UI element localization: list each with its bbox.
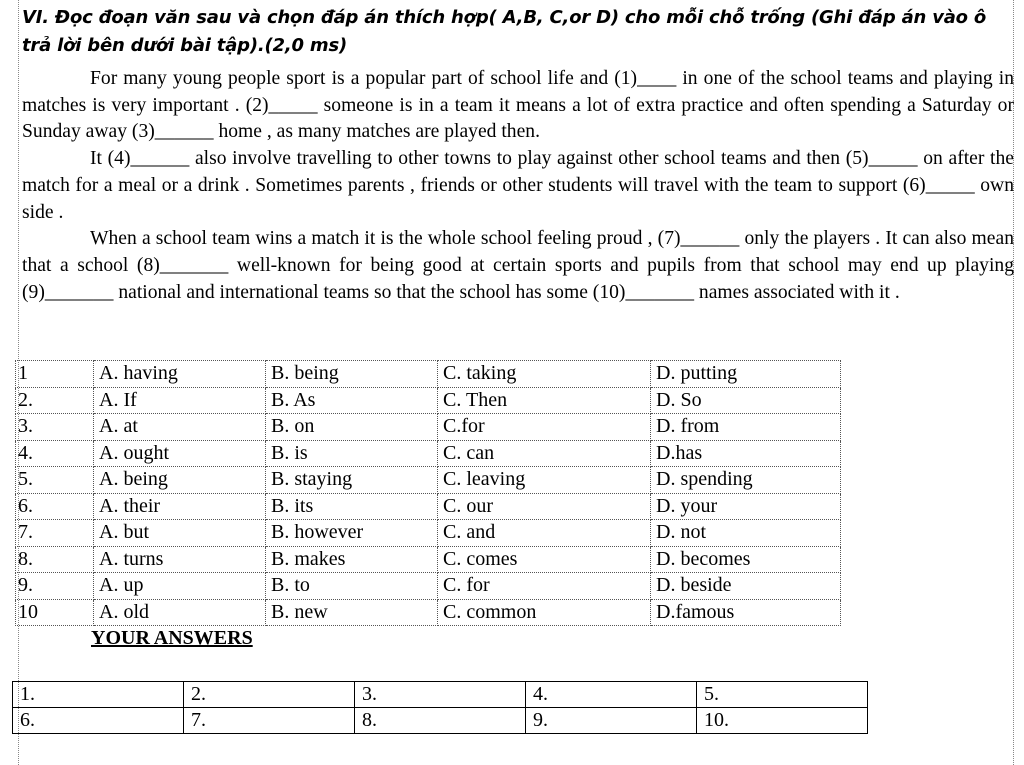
reading-passage bbox=[22, 66, 1014, 306]
option-d: D. spending bbox=[651, 467, 841, 494]
option-c: C. and bbox=[438, 520, 651, 547]
option-a: A. turns bbox=[94, 546, 266, 573]
option-c: C. taking bbox=[438, 361, 651, 388]
option-a: A. up bbox=[94, 573, 266, 600]
option-a: A. If bbox=[94, 387, 266, 414]
option-a: A. having bbox=[94, 361, 266, 388]
answer-cell[interactable]: 7. bbox=[184, 708, 355, 734]
option-row bbox=[16, 493, 841, 520]
option-c: C. leaving bbox=[438, 467, 651, 494]
option-b: B. makes bbox=[266, 546, 438, 573]
options-table bbox=[15, 360, 841, 626]
option-row bbox=[16, 573, 841, 600]
answer-cell[interactable]: 1. bbox=[13, 682, 184, 708]
option-b: B. to bbox=[266, 573, 438, 600]
answer-cell[interactable]: 3. bbox=[355, 682, 526, 708]
passage-paragraph-3: When a school team wins a match it is the whole school feeling proud , (7)______ only the players . It can also mean that a school (8)_______ well-known for being good at certain sports and pupils from that school may end up playing (9)_______ national and international teams so that the school has some (10)_______ names associated with it . bbox=[22, 228, 1014, 303]
option-a: A. their bbox=[94, 493, 266, 520]
option-row bbox=[16, 361, 841, 388]
option-a: A. old bbox=[94, 599, 266, 626]
answer-cell[interactable]: 6. bbox=[13, 708, 184, 734]
option-row bbox=[16, 387, 841, 414]
question-number: 7. bbox=[16, 520, 94, 547]
option-a: A. but bbox=[94, 520, 266, 547]
option-c: C. our bbox=[438, 493, 651, 520]
answers-table bbox=[12, 681, 868, 734]
answers-title: YOUR ANSWERS bbox=[91, 627, 253, 649]
option-b: B. being bbox=[266, 361, 438, 388]
answer-cell[interactable]: 5. bbox=[697, 682, 868, 708]
option-c: C. Then bbox=[438, 387, 651, 414]
option-d: D. So bbox=[651, 387, 841, 414]
option-d: D.famous bbox=[651, 599, 841, 626]
question-number: 1 bbox=[16, 361, 94, 388]
passage-paragraph-2: It (4)______ also involve travelling to other towns to play against other school teams and then (5)_____ on after the match for a meal or a drink . Sometimes parents , friends or other students will travel with the team to support (6)_____ own side . bbox=[22, 148, 1014, 223]
answer-cell[interactable]: 2. bbox=[184, 682, 355, 708]
option-d: D. putting bbox=[651, 361, 841, 388]
answer-cell[interactable]: 9. bbox=[526, 708, 697, 734]
option-b: B. new bbox=[266, 599, 438, 626]
option-a: A. at bbox=[94, 414, 266, 441]
option-d: D.has bbox=[651, 440, 841, 467]
option-d: D. beside bbox=[651, 573, 841, 600]
question-number: 8. bbox=[16, 546, 94, 573]
question-number: 5. bbox=[16, 467, 94, 494]
option-d: D. becomes bbox=[651, 546, 841, 573]
option-row bbox=[16, 520, 841, 547]
question-number: 6. bbox=[16, 493, 94, 520]
question-number: 3. bbox=[16, 414, 94, 441]
answer-cell[interactable]: 8. bbox=[355, 708, 526, 734]
answer-cell[interactable]: 10. bbox=[697, 708, 868, 734]
answer-row bbox=[13, 708, 868, 734]
option-b: B. its bbox=[266, 493, 438, 520]
option-row bbox=[16, 440, 841, 467]
answer-cell[interactable]: 4. bbox=[526, 682, 697, 708]
question-number: 10 bbox=[16, 599, 94, 626]
option-c: C. common bbox=[438, 599, 651, 626]
option-a: A. being bbox=[94, 467, 266, 494]
option-c: C.for bbox=[438, 414, 651, 441]
option-b: B. staying bbox=[266, 467, 438, 494]
answer-row bbox=[13, 682, 868, 708]
passage-paragraph-1: For many young people sport is a popular part of school life and (1)____ in one of the school teams and playing in matches is very important . (2)_____ someone is in a team it means a lot of extra practice and often spending a Saturday or Sunday away (3)______ home , as many matches are played then. bbox=[22, 68, 1014, 143]
option-c: C. comes bbox=[438, 546, 651, 573]
option-b: B. however bbox=[266, 520, 438, 547]
option-d: D. from bbox=[651, 414, 841, 441]
option-row bbox=[16, 546, 841, 573]
option-b: B. As bbox=[266, 387, 438, 414]
option-row bbox=[16, 599, 841, 626]
option-row bbox=[16, 467, 841, 494]
exercise-heading: VI. Đọc đoạn văn sau và chọn đáp án thích hợp( A,B, C,or D) cho mỗi chỗ trống (Ghi đáp án vào ô trả lời bên dưới bài tập).(2,0 ms) bbox=[22, 7, 987, 56]
option-d: D. not bbox=[651, 520, 841, 547]
question-number: 2. bbox=[16, 387, 94, 414]
question-number: 4. bbox=[16, 440, 94, 467]
option-c: C. for bbox=[438, 573, 651, 600]
question-number: 9. bbox=[16, 573, 94, 600]
option-c: C. can bbox=[438, 440, 651, 467]
option-d: D. your bbox=[651, 493, 841, 520]
option-a: A. ought bbox=[94, 440, 266, 467]
option-row bbox=[16, 414, 841, 441]
option-b: B. is bbox=[266, 440, 438, 467]
option-b: B. on bbox=[266, 414, 438, 441]
